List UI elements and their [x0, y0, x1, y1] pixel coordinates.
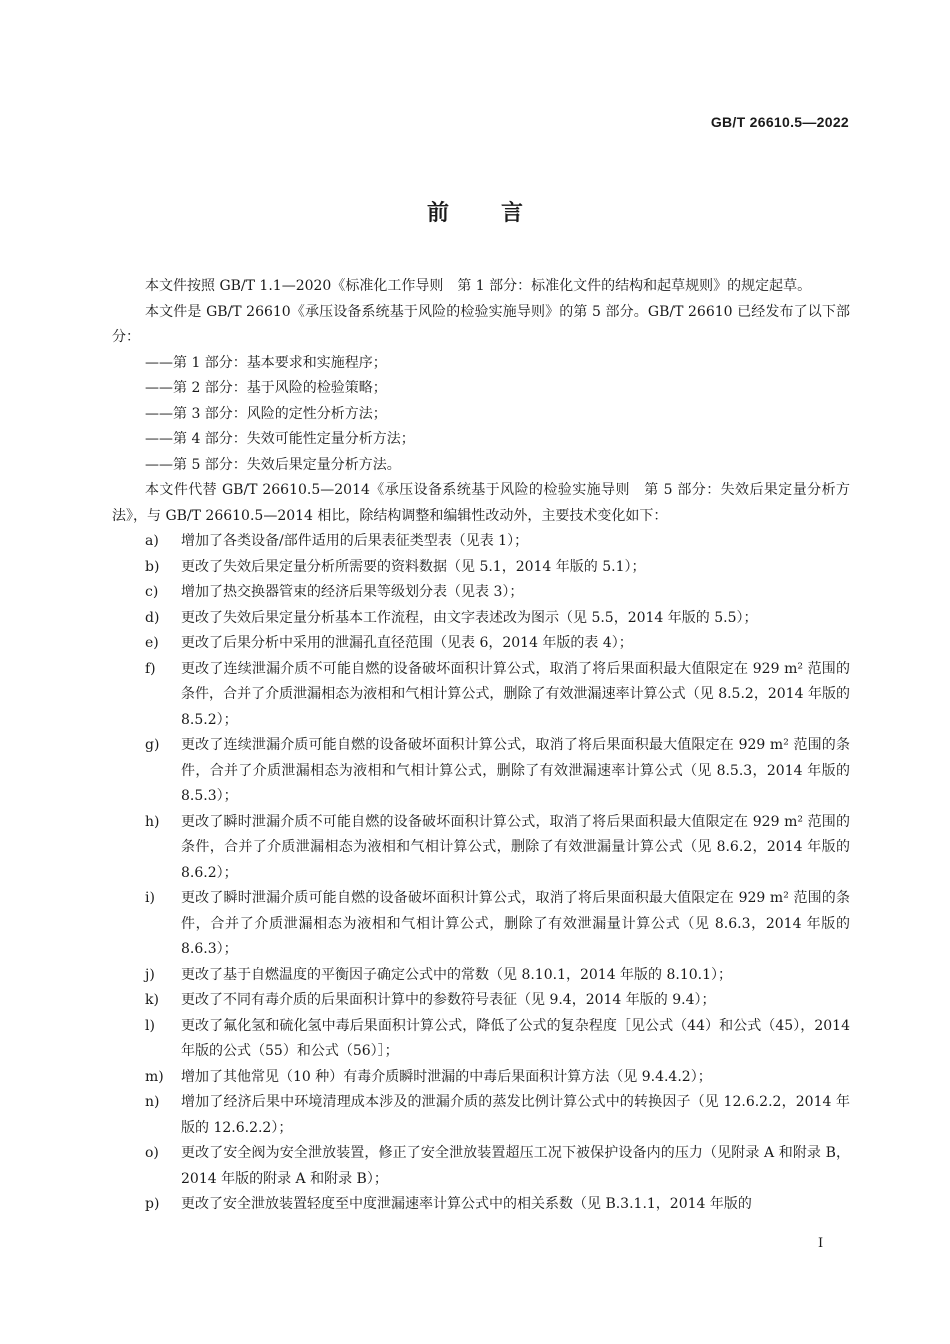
page-title: 前言	[426, 200, 575, 226]
list-text: 增加了热交换器管束的经济后果等级划分表（见表 3）；	[181, 584, 524, 600]
list-text: 更改了氟化氢和硫化氢中毒后果面积计算公式，降低了公式的复杂程度［见公式（44）和公式（45），2014 年版的公式（55）和公式（56）］；	[181, 1017, 850, 1059]
list-text: 更改了安全泄放装置轻度至中度泄漏速率计算公式中的相关系数（见 B.3.1.1，2014 年版的	[181, 1196, 752, 1212]
list-text: 更改了失效后果定量分析所需要的资料数据（见 5.1，2014 年版的 5.1）；	[181, 558, 646, 575]
paragraph-replacement: 本文件代替 GB/T 26610.5—2014《承压设备系统基于风险的检验实施导则 第 5 部分：失效后果定量分析方法》，与 GB/T 26610.5—2014 相比，除结构调整和编辑性改动外，主要技术变化如下：	[112, 482, 850, 524]
list-marker: c)	[145, 584, 159, 600]
change-item	[112, 631, 850, 657]
list-marker: i)	[145, 890, 155, 906]
list-text: 更改了基于自燃温度的平衡因子确定公式中的常数（见 8.10.1，2014 年版的 8.10.1）；	[181, 966, 733, 983]
change-item	[112, 733, 850, 810]
list-text: 增加了经济后果中环境清理成本涉及的泄漏介质的蒸发比例计算公式中的转换因子（见 12.6.2.2，2014 年版的 12.6.2.2）；	[181, 1094, 850, 1136]
list-marker: p)	[145, 1196, 160, 1212]
list-marker: a)	[145, 533, 159, 549]
list-marker: j)	[145, 966, 155, 983]
list-text: 更改了瞬时泄漏介质不可能自燃的设备破坏面积计算公式，取消了将后果面积最大值限定在 929 m² 范围的条件，合并了介质泄漏相态为液相和气相计算公式，删除了有效泄漏量计算公式（见 8.6.2，2014 年版的 8.6.2）；	[181, 813, 850, 881]
list-text: 更改了后果分析中采用的泄漏孔直径范围（见表 6，2014 年版的表 4）；	[181, 635, 633, 651]
standard-code: GB/T 26610.5—2022	[710, 114, 849, 130]
part-item: ——第 1 部分：基本要求和实施程序；	[145, 354, 387, 371]
list-text: 更改了连续泄漏介质不可能自燃的设备破坏面积计算公式，取消了将后果面积最大值限定在 929 m² 范围的条件，合并了介质泄漏相态为液相和气相计算公式，删除了有效泄漏速率计算公式（见 8.5.2，2014 年版的 8.5.2）；	[181, 660, 850, 728]
part-item: ——第 2 部分：基于风险的检验策略；	[145, 380, 387, 396]
change-item	[112, 963, 850, 989]
change-item	[112, 988, 850, 1014]
foreword-body	[112, 274, 850, 1218]
change-item	[112, 810, 850, 887]
change-item	[112, 657, 850, 734]
list-text: 增加了其他常见（10 种）有毒介质瞬时泄漏的中毒后果面积计算方法（见 9.4.4.2）；	[181, 1068, 712, 1085]
list-marker: m)	[145, 1068, 164, 1085]
list-marker: d)	[145, 609, 160, 626]
change-item	[112, 1065, 850, 1091]
change-item	[112, 1090, 850, 1141]
list-text: 增加了各类设备/部件适用的后果表征类型表（见表 1）；	[181, 533, 529, 549]
part-item: ——第 4 部分：失效可能性定量分析方法；	[145, 431, 415, 447]
change-item	[112, 529, 850, 555]
list-marker: f)	[145, 660, 156, 677]
list-marker: e)	[145, 635, 159, 651]
list-text: 更改了失效后果定量分析基本工作流程，由文字表述改为图示（见 5.5，2014 年版的 5.5）；	[181, 609, 758, 626]
part-item: ——第 5 部分：失效后果定量分析方法。	[145, 456, 401, 473]
part-item: ——第 3 部分：风险的定性分析方法；	[145, 405, 387, 422]
parts-list	[112, 351, 850, 479]
change-item	[112, 886, 850, 963]
list-marker: g)	[145, 737, 160, 753]
change-item	[112, 555, 850, 581]
list-text: 更改了不同有毒介质的后果面积计算中的参数符号表征（见 9.4，2014 年版的 9.4）；	[181, 992, 716, 1008]
list-marker: n)	[145, 1094, 160, 1110]
list-text: 更改了瞬时泄漏介质可能自燃的设备破坏面积计算公式，取消了将后果面积最大值限定在 929 m² 范围的条件，合并了介质泄漏相态为液相和气相计算公式，删除了有效泄漏量计算公式（见 8.6.3，2014 年版的 8.6.3）；	[181, 890, 850, 957]
list-marker: o)	[145, 1145, 159, 1161]
list-marker: b)	[145, 558, 160, 575]
change-item	[112, 1014, 850, 1065]
list-marker: l)	[145, 1017, 155, 1034]
list-text: 更改了连续泄漏介质可能自燃的设备破坏面积计算公式，取消了将后果面积最大值限定在 929 m² 范围的条件，合并了介质泄漏相态为液相和气相计算公式，删除了有效泄漏速率计算公式（见 8.5.3，2014 年版的 8.5.3）；	[181, 737, 850, 804]
change-item	[112, 1192, 850, 1218]
list-marker: k)	[145, 992, 159, 1008]
change-item	[112, 606, 850, 632]
changes-list	[112, 529, 850, 1218]
change-item	[112, 1141, 850, 1192]
paragraph-series-intro: 本文件是 GB/T 26610《承压设备系统基于风险的检验实施导则》的第 5 部分。GB/T 26610 已经发布了以下部分：	[112, 303, 850, 345]
list-text: 更改了安全阀为安全泄放装置，修正了安全泄放装置超压工况下被保护设备内的压力（见附录 A 和附录 B，2014 年版的附录 A 和附录 B）；	[181, 1145, 850, 1187]
page-number: I	[818, 1236, 824, 1251]
change-item	[112, 580, 850, 606]
list-marker: h)	[145, 813, 160, 830]
paragraph-drafting-rules: 本文件按照 GB/T 1.1—2020《标准化工作导则 第 1 部分：标准化文件的结构和起草规则》的规定起草。	[145, 278, 812, 294]
